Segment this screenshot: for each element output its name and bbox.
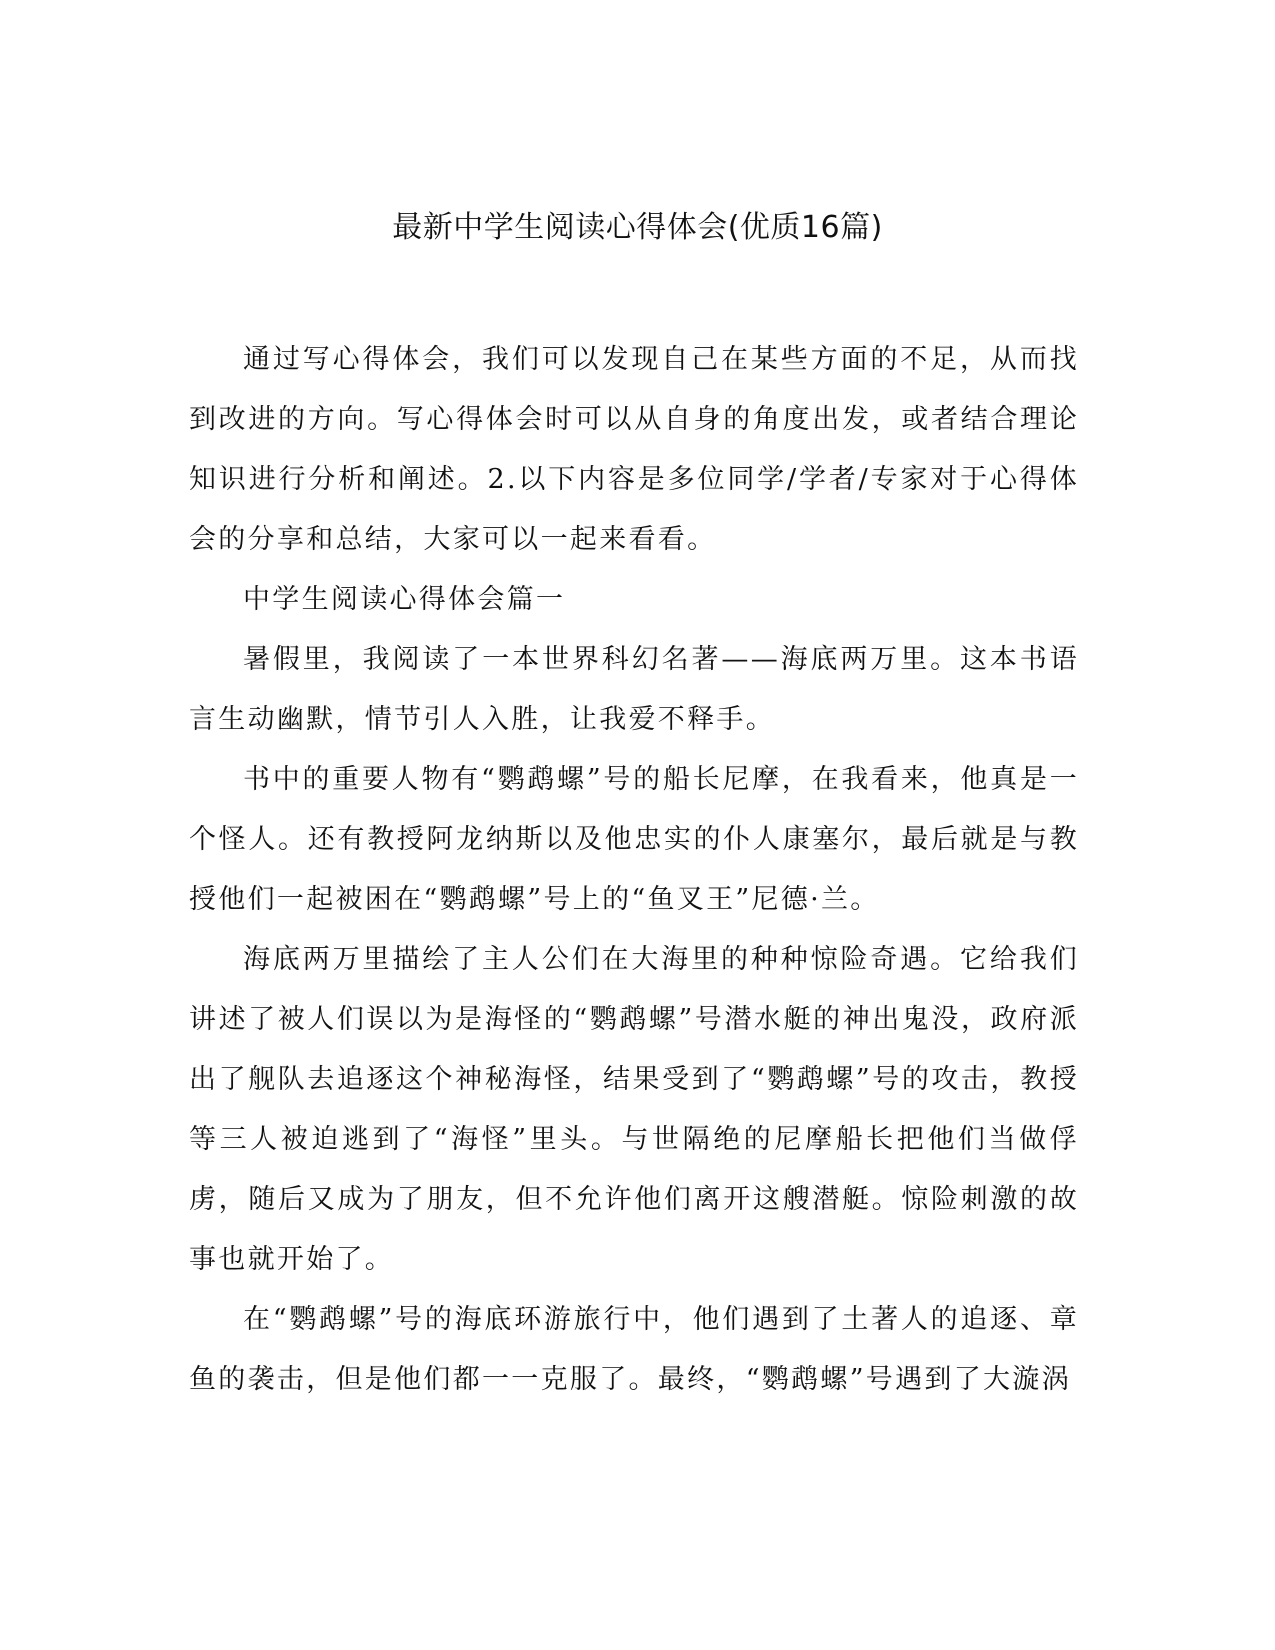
document-body (189, 330, 1079, 1410)
paragraph: 海底两万里描绘了主人公们在大海里的种种惊险奇遇。它给我们讲述了被人们误以为是海怪的“鹦鹉螺”号潜水艇的神出鬼没，政府派出了舰队去追逐这个神秘海怪，结果受到了“鹦鹉螺”号的攻击，教授等三人被迫逃到了“海怪”里头。与世隔绝的尼摩船长把他们当做俘虏，随后又成为了朋友，但不允许他们离开这艘潜艇。惊险刺激的故事也就开始了。 (189, 944, 1079, 1275)
document-title: 最新中学生阅读心得体会(优质16篇) (392, 210, 883, 245)
section-heading: 中学生阅读心得体会篇一 (243, 584, 566, 615)
paragraph: 书中的重要人物有“鹦鹉螺”号的船长尼摩，在我看来，他真是一个怪人。还有教授阿龙纳斯以及他忠实的仆人康塞尔，最后就是与教授他们一起被困在“鹦鹉螺”号上的“鱼叉王”尼德·兰。 (189, 764, 1079, 915)
paragraph: 暑假里，我阅读了一本世界科幻名著——海底两万里。这本书语言生动幽默，情节引人入胜，让我爱不释手。 (189, 644, 1079, 735)
paragraph: 在“鹦鹉螺”号的海底环游旅行中，他们遇到了土著人的追逐、章鱼的袭击，但是他们都一一克服了。最终，“鹦鹉螺”号遇到了大漩涡 (189, 1304, 1079, 1395)
paragraph-intro: 通过写心得体会，我们可以发现自己在某些方面的不足，从而找到改进的方向。写心得体会时可以从自身的角度出发，或者结合理论知识进行分析和阐述。2.以下内容是多位同学/学者/专家对于心得体会的分享和总结，大家可以一起来看看。 (189, 344, 1079, 555)
